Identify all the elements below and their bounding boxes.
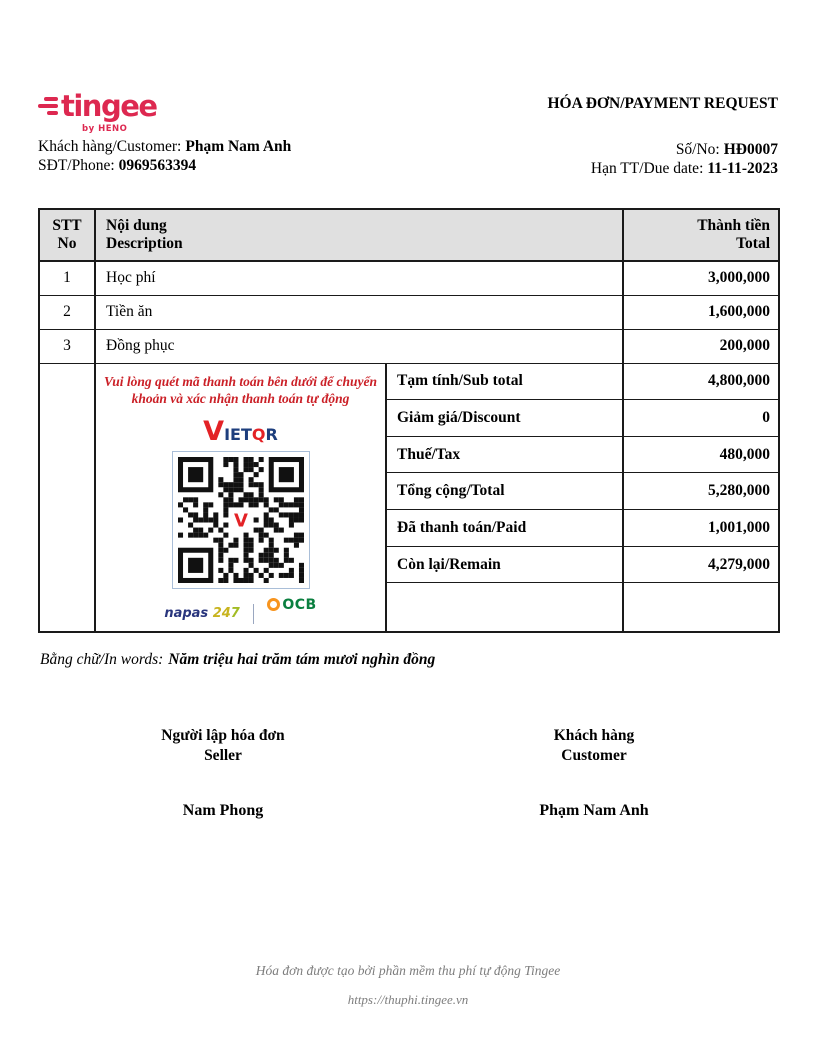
phone-line: [38, 157, 291, 176]
document-footer: [0, 963, 816, 1008]
summary-value: 480,000: [623, 436, 779, 473]
svg-text:V: V: [233, 510, 248, 531]
tingee-speedlines-icon: [38, 97, 58, 116]
in-words-value: Năm triệu hai trăm tám mươi nghìn đồng: [168, 651, 436, 668]
table-row: [39, 261, 779, 295]
item-no: 2: [39, 295, 95, 329]
customer-name-signature: Phạm Nam Anh: [539, 802, 649, 819]
footer-generated-by: Hóa đơn được tạo bởi phần mềm thu phí tự động Tingee: [255, 963, 561, 978]
column-header-total: Thành tiền Total: [623, 209, 779, 261]
tingee-logo: [38, 88, 291, 124]
page-title: HÓA ĐƠN/PAYMENT REQUEST: [547, 95, 778, 112]
phone-label: SĐT/Phone:: [38, 156, 115, 174]
summary-row: [39, 363, 779, 400]
column-header-description: Nội dung Description: [95, 209, 623, 261]
summary-value: 4,800,000: [623, 363, 779, 400]
in-words-label: Bằng chữ/In words:: [40, 651, 164, 668]
customer-title-vi: Khách hàng: [553, 727, 635, 744]
footer-url: https://thuphi.tingee.vn: [347, 992, 469, 1007]
due-date-line: [547, 160, 778, 179]
table-row: [39, 329, 779, 363]
qr-instruction-text: Vui lòng quét mã thanh toán bên dưới để chuyển khoản và xác nhận thanh toán tự động: [103, 373, 377, 406]
ocb-circle-icon: [267, 598, 280, 611]
summary-value: 5,280,000: [623, 473, 779, 510]
logo-divider: [253, 604, 255, 624]
seller-info: [38, 88, 291, 178]
due-date-value: 11-11-2023: [707, 159, 778, 177]
seller-signature: [73, 726, 373, 821]
tingee-logo-subtext: by HENO: [82, 124, 128, 134]
qr-payment-cell: [95, 363, 386, 632]
seller-title-en: Seller: [204, 746, 242, 764]
phone-value: 0969563394: [118, 156, 197, 174]
empty-no-cell: [39, 363, 95, 632]
summary-value: 4,279,000: [623, 546, 779, 583]
item-description: Đồng phục: [95, 329, 623, 363]
item-description: Học phí: [95, 261, 623, 295]
customer-name: Phạm Nam Anh: [185, 138, 292, 155]
signature-section: [38, 726, 778, 821]
item-description: Tiền ăn: [95, 295, 623, 329]
napas-247-logo: napas 247: [164, 606, 240, 621]
summary-label: Giảm giá/Discount: [386, 400, 623, 437]
invoice-number-line: [547, 141, 778, 160]
invoice-header: [38, 88, 778, 178]
invoice-number-value: HĐ0007: [723, 141, 778, 158]
customer-line: [38, 138, 291, 157]
customer-title-en: Customer: [561, 746, 627, 764]
bank-logos: [96, 597, 385, 631]
summary-label: Tạm tính/Sub total: [386, 363, 623, 400]
invoice-meta: [547, 88, 778, 178]
item-no: 3: [39, 329, 95, 363]
invoice-table: [38, 208, 780, 633]
customer-signature: [444, 726, 744, 821]
item-amount: 200,000: [623, 329, 779, 363]
ocb-logo: OCB: [267, 597, 316, 631]
invoice-number-label: Số/No:: [675, 141, 720, 158]
amount-in-words: [40, 651, 435, 669]
item-amount: 1,600,000: [623, 295, 779, 329]
seller-title-vi: Người lập hóa đơn: [161, 727, 285, 744]
table-row: [39, 295, 779, 329]
vietqr-logo: VIETQR: [203, 415, 278, 447]
qr-code: [172, 451, 310, 589]
summary-value: 1,001,000: [623, 510, 779, 547]
customer-label: Khách hàng/Customer:: [38, 138, 182, 155]
due-date-label: Hạn TT/Due date:: [590, 159, 704, 177]
summary-label: Đã thanh toán/Paid: [386, 510, 623, 547]
empty-cell: [386, 583, 623, 632]
item-no: 1: [39, 261, 95, 295]
summary-label: Tổng cộng/Total: [386, 473, 623, 510]
summary-value: 0: [623, 400, 779, 437]
table-header-row: [39, 209, 779, 261]
seller-name: Nam Phong: [182, 802, 264, 819]
tingee-logo-text: tingee: [61, 88, 157, 123]
empty-cell: [623, 583, 779, 632]
summary-label: Thuế/Tax: [386, 436, 623, 473]
column-header-no: STT No: [39, 209, 95, 261]
summary-label: Còn lại/Remain: [386, 546, 623, 583]
item-amount: 3,000,000: [623, 261, 779, 295]
